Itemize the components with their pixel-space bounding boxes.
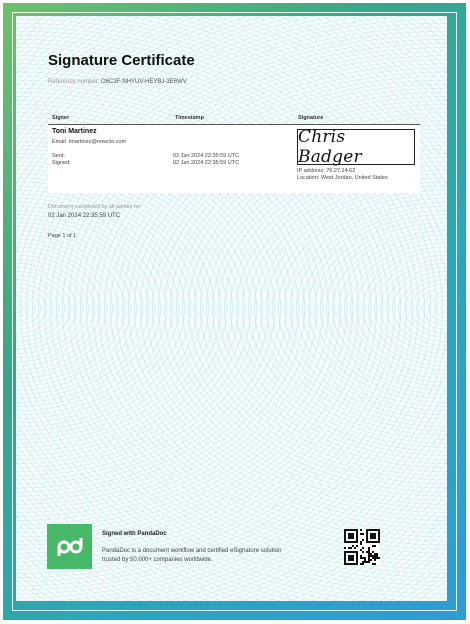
signer-location: Location: West Jordan, United States (297, 175, 388, 181)
signature-box (297, 129, 415, 165)
pandadoc-description: PandaDoc is a document workflow and certified eSignature solution trusted by 50,000+ companies worldwide. (102, 548, 282, 563)
pandadoc-logo-mark (55, 537, 85, 557)
completed-label: Document completed by all parties on: (48, 204, 142, 210)
sent-timestamp: 02 Jan 2024 22:35:59 UTC (173, 153, 240, 159)
signed-timestamp: 02 Jan 2024 22:35:59 UTC (173, 160, 240, 166)
signer-name: Toni Martinez (52, 128, 97, 135)
pandadoc-logo-icon (47, 524, 92, 569)
header-signature: Signature (298, 115, 324, 121)
reference-label: Reference number: (48, 79, 100, 85)
qr-code-pattern (344, 529, 380, 565)
signature-image: Chris Badger (298, 127, 362, 167)
reference-line (48, 79, 187, 85)
table-row (48, 125, 420, 193)
signed-with-label: Signed with PandaDoc (102, 531, 167, 537)
header-signer: Signer (52, 115, 70, 121)
completed-timestamp: 02 Jan 2024 22:35:59 UTC (48, 213, 121, 219)
certificate-title: Signature Certificate (48, 52, 195, 69)
guilloche-background (16, 16, 447, 601)
signer-email: Email: tmartinez@nowclo.com (52, 139, 127, 145)
header-timestamp: Timestamp (175, 115, 204, 121)
page-number: Page 1 of 1 (48, 233, 77, 239)
sent-label: Sent: (52, 153, 65, 159)
signers-table-header (48, 112, 420, 125)
signed-label: Signed: (52, 160, 71, 166)
reference-number: O6C3F-NHYUV-HEYBJ-3E6WV (101, 79, 187, 85)
qr-code-icon (344, 529, 380, 565)
signer-ip-address: IP address: 76.27.14.62 (297, 168, 356, 174)
